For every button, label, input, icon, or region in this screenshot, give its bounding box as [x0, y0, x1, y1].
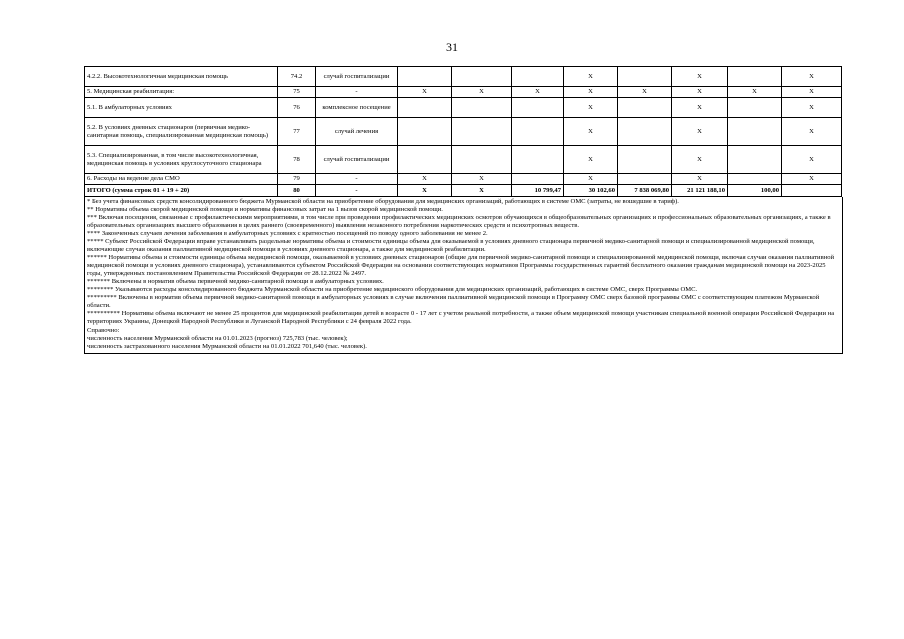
- value-cell: X: [564, 146, 618, 174]
- value-cell: [618, 67, 672, 87]
- value-cell: X: [564, 98, 618, 118]
- value-cell: 30 102,60: [564, 185, 618, 197]
- row-code-cell: 76: [278, 98, 316, 118]
- footnote: Справочно:: [87, 326, 120, 334]
- value-cell: X: [564, 118, 618, 146]
- value-cell: X: [782, 174, 842, 185]
- row-code-cell: 74.2: [278, 67, 316, 87]
- value-cell: [512, 174, 564, 185]
- value-cell: [452, 98, 512, 118]
- document-body: [84, 66, 841, 354]
- value-cell: [618, 98, 672, 118]
- value-cell: X: [782, 98, 842, 118]
- value-cell: [512, 146, 564, 174]
- value-cell: X: [728, 87, 782, 98]
- table-row: [85, 118, 842, 146]
- footnote: численность населения Мурманской области на 01.01.2023 (прогноз) 725,783 (тыс. человек);: [87, 334, 348, 342]
- value-cell: [728, 67, 782, 87]
- row-code-cell: 80: [278, 185, 316, 197]
- value-cell: X: [452, 185, 512, 197]
- value-cell: X: [564, 174, 618, 185]
- row-code-cell: 77: [278, 118, 316, 146]
- value-cell: [452, 67, 512, 87]
- value-cell: X: [782, 87, 842, 98]
- value-cell: X: [564, 87, 618, 98]
- value-cell: [512, 98, 564, 118]
- footnote: ******* Включены в норматив объема первичной медико-санитарной помощи в амбулаторных условиях.: [87, 278, 384, 286]
- footnote: ********** Нормативы объема включают не менее 25 процентов для медицинской реабилитации детей в возрасте 0 - 17 лет с учетом реальной потребности, а также объем медицинской помощи участникам специальной военной операции Российской Федерации на территориях Украины, Донецкой Народной Республики и Луганской Народной Республики с 24 февраля 2022 года.: [87, 310, 835, 326]
- row-name-cell: ИТОГО (сумма строк 01 + 19 + 20): [85, 185, 278, 197]
- footnote: **** Законченных случаев лечения заболевания в амбулаторных условиях с кратностью посещений по поводу одного заболевания не менее 2.: [87, 230, 488, 238]
- value-cell: [728, 98, 782, 118]
- value-cell: [728, 118, 782, 146]
- value-cell: [728, 146, 782, 174]
- value-cell: X: [672, 67, 728, 87]
- row-code-cell: 79: [278, 174, 316, 185]
- table-row: [85, 98, 842, 118]
- value-cell: [398, 67, 452, 87]
- footnote: ********* Включены в норматив объема первичной медико-санитарной помощи в амбулаторных условиях в случае включения паллиативной медицинской помощи в Программу ОМС сверх базовой программы ОМС с соответствующим платежом Мурманской области.: [87, 294, 820, 310]
- row-name-cell: 6. Расходы на ведение дела СМО: [85, 174, 278, 185]
- value-cell: [618, 146, 672, 174]
- value-cell: X: [564, 67, 618, 87]
- footnote: ******** Указываются расходы консолидированного бюджета Мурманской области на приобретение медицинского оборудования для медицинских организаций, работающих в системе ОМС, сверх Программы ОМС.: [87, 286, 698, 294]
- table-row: [85, 185, 842, 197]
- value-cell: X: [782, 118, 842, 146]
- value-cell: 21 121 188,10: [672, 185, 728, 197]
- row-unit-cell: -: [316, 87, 398, 98]
- row-unit-cell: -: [316, 185, 398, 197]
- value-cell: X: [672, 98, 728, 118]
- value-cell: [452, 146, 512, 174]
- footnote: ***** Субъект Российской Федерации вправе устанавливать раздельные нормативы объема и стоимости единицы объема для оказываемой в условиях дневного стационара первичной медико-санитарной помощи и специализированной медицинской помощи, включающие случаи оказания паллиативной медицинской помощи в условиях дневного стационара, а также для медицинской реабилитации.: [87, 238, 815, 254]
- value-cell: X: [782, 67, 842, 87]
- row-code-cell: 78: [278, 146, 316, 174]
- value-cell: 7 838 069,80: [618, 185, 672, 197]
- row-code-cell: 75: [278, 87, 316, 98]
- table-row: [85, 87, 842, 98]
- row-name-cell: 5.1. В амбулаторных условиях: [85, 98, 278, 118]
- footnotes: [84, 197, 843, 354]
- value-cell: [782, 185, 842, 197]
- row-unit-cell: комплексное посещение: [316, 98, 398, 118]
- value-cell: [398, 98, 452, 118]
- value-cell: 10 799,47: [512, 185, 564, 197]
- row-unit-cell: случай лечения: [316, 118, 398, 146]
- value-cell: X: [672, 87, 728, 98]
- row-unit-cell: -: [316, 174, 398, 185]
- table-row: [85, 67, 842, 87]
- footnote: ****** Нормативы объема и стоимости единицы объема медицинской помощи, оказываемой в условиях дневных стационаров (общие для первичной медико-санитарной помощи и специализированной медицинской помощи, включая случаи оказания паллиативной медицинской помощи в условиях дневного стационара), устанавливаются субъектом Российской Федерации на основании соответствующих нормативов Программы государственных гарантий бесплатного оказания гражданам медицинской помощи на 2023-2025 годы, утвержденных постановлением Правительства Российской Федерации от 28.12.2022 № 2497.: [87, 254, 835, 278]
- value-cell: X: [452, 87, 512, 98]
- value-cell: X: [398, 87, 452, 98]
- value-cell: X: [452, 174, 512, 185]
- value-cell: X: [672, 118, 728, 146]
- value-cell: X: [512, 87, 564, 98]
- value-cell: [618, 174, 672, 185]
- value-cell: [728, 174, 782, 185]
- value-cell: 100,00: [728, 185, 782, 197]
- value-cell: X: [398, 185, 452, 197]
- row-name-cell: 5.3. Специализированная, в том числе высокотехнологичная, медицинская помощь в условиях круглосуточного стационара: [85, 146, 278, 174]
- value-cell: X: [782, 146, 842, 174]
- table-row: [85, 174, 842, 185]
- footnote: численность застрахованного населения Мурманской области на 01.01.2022 701,640 (тыс. человек).: [87, 342, 367, 350]
- footnote: ** Нормативы объема скорой медицинской помощи и нормативы финансовых затрат на 1 вызов скорой медицинской помощи.: [87, 206, 443, 214]
- value-cell: [398, 146, 452, 174]
- row-unit-cell: случай госпитализации: [316, 146, 398, 174]
- row-name-cell: 5.2. В условиях дневных стационаров (первичная медико-санитарная помощь, специализированная медицинская помощь): [85, 118, 278, 146]
- value-cell: X: [398, 174, 452, 185]
- value-cell: [452, 118, 512, 146]
- value-cell: X: [672, 174, 728, 185]
- value-cell: X: [672, 146, 728, 174]
- value-cell: X: [618, 87, 672, 98]
- value-cell: [398, 118, 452, 146]
- table-row: [85, 146, 842, 174]
- value-cell: [512, 118, 564, 146]
- page-number: 31: [446, 40, 458, 54]
- row-unit-cell: случай госпитализации: [316, 67, 398, 87]
- footnote: * Без учета финансовых средств консолидированного бюджета Мурманской области на приобретение оборудования для медицинских организаций, работающих в системе ОМС (затраты, не вошедшие в тариф).: [87, 198, 679, 205]
- row-name-cell: 4.2.2. Высокотехнологичная медицинская помощь: [85, 67, 278, 87]
- value-cell: [512, 67, 564, 87]
- row-name-cell: 5. Медицинская реабилитация:: [85, 87, 278, 98]
- normatives-table: [84, 66, 842, 197]
- footnote: *** Включая посещения, связанные с профилактическими мероприятиями, в том числе при проведении профилактических медицинских осмотров обучающихся в общеобразовательных организациях и профессиональных образовательных организациях, а также в образовательных организациях высшего образования в целях раннего (своевременного) выявления незаконного потребления наркотических средств и психотропных веществ.: [87, 214, 831, 230]
- value-cell: [618, 118, 672, 146]
